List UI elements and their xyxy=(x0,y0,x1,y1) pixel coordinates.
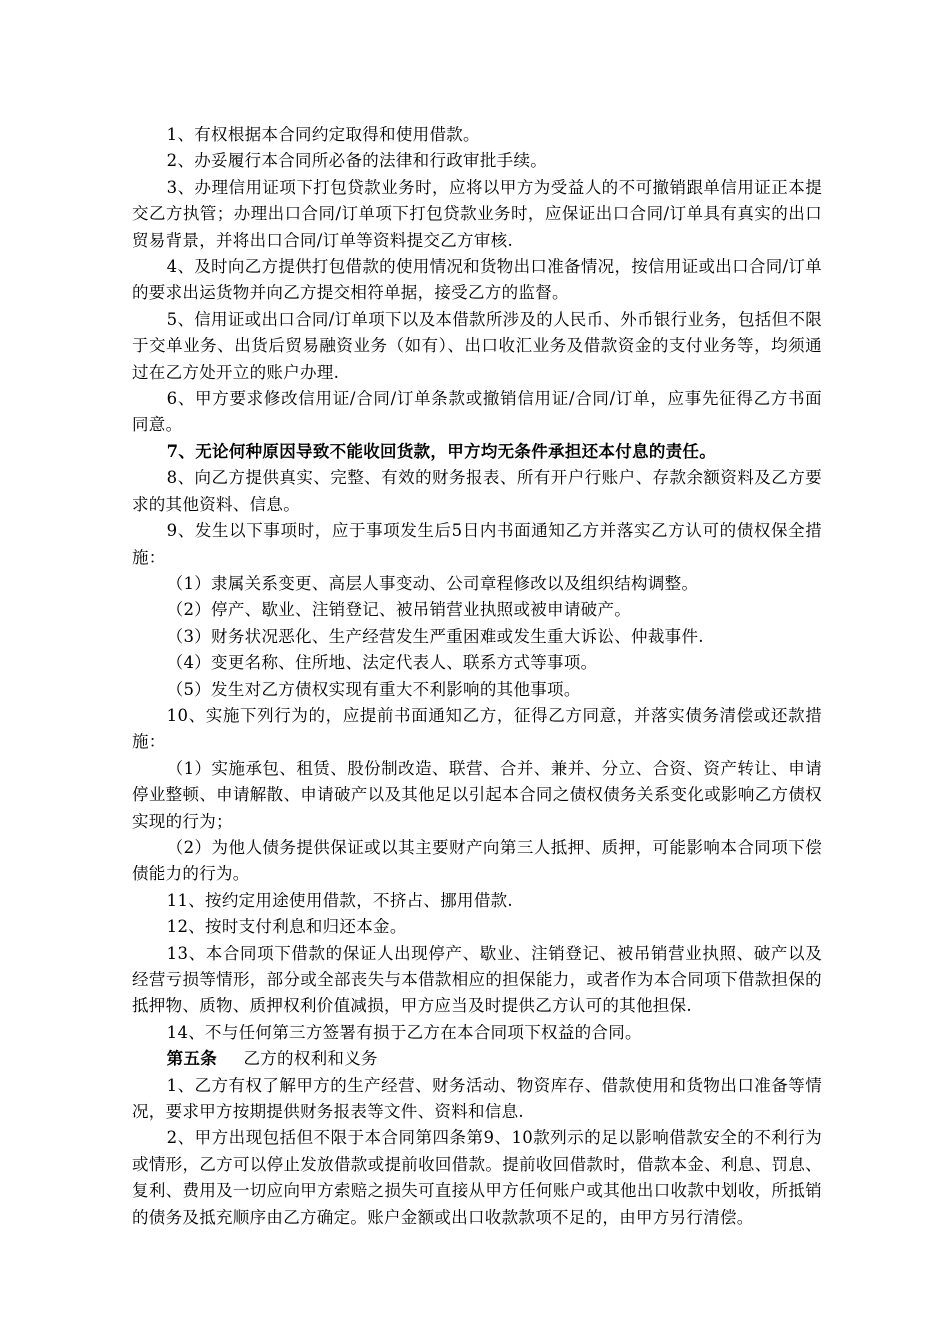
sub-clause-paragraph: （2）停产、歇业、注销登记、被吊销营业执照或被申请破产。 xyxy=(166,600,632,620)
clause-paragraph: 13、本合同项下借款的保证人出现停产、歇业、注销登记、被吊销营业执照、破产以及经营亏损等情形，部分或全部丧失与本借款相应的担保能力，或者作为本合同项下借款担保的抵押物、质物、质押权利价值减损，甲方应当及时提供乙方认可的其他担保. xyxy=(132,943,822,1016)
clause-paragraph: 1、有权根据本合同约定取得和使用借款。 xyxy=(166,125,480,144)
bold-clause-paragraph: 7、无论何种原因导致不能收回货款，甲方均无条件承担还本付息的责任。 xyxy=(166,441,717,461)
clause-paragraph: 9、发生以下事项时，应于事项发生后5日内书面通知乙方并落实乙方认可的债权保全措施： xyxy=(132,521,822,567)
clause-paragraph: 8、向乙方提供真实、完整、有效的财务报表、所有开户行账户、存款余额资料及乙方要求的其他资料、信息。 xyxy=(132,468,822,514)
obligations-list-b xyxy=(132,465,822,1046)
sub-clause-paragraph: （4）变更名称、住所地、法定代表人、联系方式等事项。 xyxy=(166,653,598,673)
sub-clause-paragraph: （1）隶属关系变更、高层人事变动、公司章程修改以及组织结构调整。 xyxy=(166,573,699,593)
clause-paragraph: 1、乙方有权了解甲方的生产经营、财务活动、物资库存、借款使用和货物出口准备等情况，要求甲方按期提供财务报表等文件、资料和信息. xyxy=(132,1075,822,1122)
clause-paragraph: 10、实施下列行为的，应提前书面通知乙方，征得乙方同意，并落实债务清偿或还款措施： xyxy=(132,705,822,752)
clause-paragraph: 4、及时向乙方提供打包借款的使用情况和货物出口准备情况，按信用证或出口合同/订单的要求出运货物并向乙方提交相符单据，接受乙方的监督。 xyxy=(132,257,822,303)
obligations-list-a xyxy=(132,122,822,439)
sub-clause-paragraph: （3）财务状况恶化、生产经营发生严重困难或发生重大诉讼、仲裁事件. xyxy=(166,626,704,646)
clause-paragraph: 6、甲方要求修改信用证/合同/订单条款或撤销信用证/合同/订单，应事先征得乙方书面同意。 xyxy=(132,389,822,435)
clause-paragraph: 2、办妥履行本合同所必备的法律和行政审批手续。 xyxy=(166,151,548,171)
section-heading xyxy=(132,1046,822,1072)
sub-clause-paragraph: （1）实施承包、租赁、股份制改造、联营、合并、兼并、分立、合资、资产转让、申请停业整顿、申请解散、申请破产以及其他足以引起本合同之债权债务关系变化或影响乙方债权实现的行为； xyxy=(132,758,822,831)
clause-paragraph: 11、按约定用途使用借款，不挤占、挪用借款. xyxy=(166,890,513,910)
section-number: 第五条 xyxy=(166,1049,218,1069)
section-title: 乙方的权利和义务 xyxy=(243,1049,378,1069)
obligations-list-c xyxy=(132,1073,822,1231)
sub-clause-paragraph: （5）发生对乙方债权实现有重大不利影响的其他事项。 xyxy=(166,679,581,699)
sub-clause-paragraph: （2）为他人债务提供保证或以其主要财产向第三人抵押、质押，可能影响本合同项下偿债能力的行为。 xyxy=(132,837,822,884)
clause-paragraph: 14、不与任何第三方签署有损于乙方在本合同项下权益的合同。 xyxy=(166,1022,642,1042)
clause-paragraph: 5、信用证或出口合同/订单项下以及本借款所涉及的人民币、外币银行业务，包括但不限于交单业务、出货后贸易融资业务（如有）、出口收汇业务及借款资金的支付业务等，均须通过在乙方处开立的账户办理. xyxy=(132,309,822,382)
document-page xyxy=(132,122,822,1231)
clause-paragraph: 3、办理信用证项下打包贷款业务时，应将以甲方为受益人的不可撤销跟单信用证正本提交乙方执管；办理出口合同/订单项下打包贷款业务时，应保证出口合同/订单具有真实的出口贸易背景，并将出口合同/订单等资料提交乙方审核. xyxy=(132,177,822,250)
clause-paragraph: 2、甲方出现包括但不限于本合同第四条第9、10款列示的足以影响借款安全的不利行为或情形，乙方可以停止发放借款或提前收回借款。提前收回借款时，借款本金、利息、罚息、复利、费用及一切应向甲方索赔之损失可直接从甲方任何账户或其他出口收款中划收，所抵销的债务及抵充顺序由乙方确定。账户金额或出口收款款项不足的，由甲方另行清偿。 xyxy=(132,1128,822,1227)
clause-paragraph: 12、按时支付利息和归还本金。 xyxy=(166,917,407,937)
